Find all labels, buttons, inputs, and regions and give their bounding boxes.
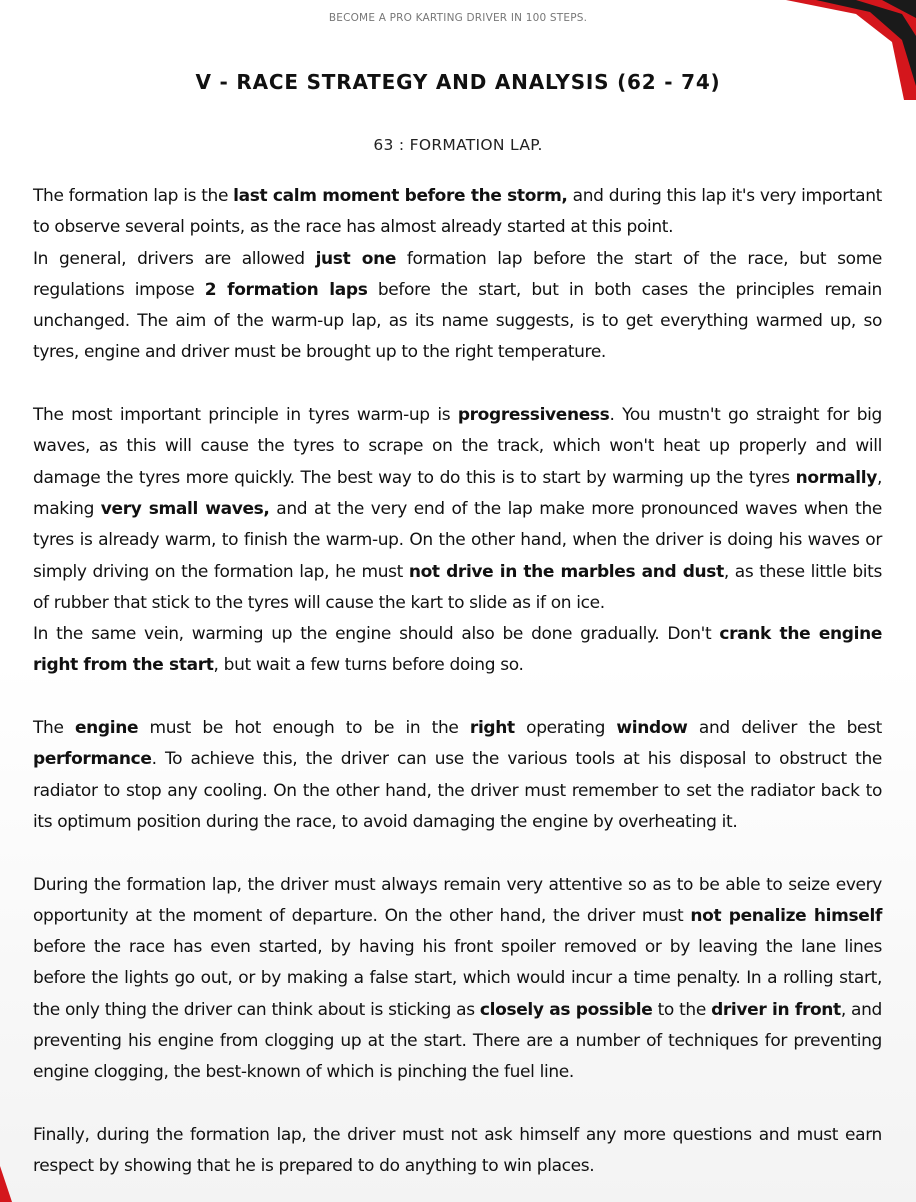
- corner-stripe-bottom-decoration: [0, 1166, 14, 1202]
- text-run: In the same vein, warming up the engine should also be done gradually. Don't: [33, 624, 720, 645]
- bold-text: not drive in the marbles and dust: [408, 561, 724, 582]
- bold-text: very small waves,: [100, 498, 270, 519]
- paragraph: [33, 870, 882, 1089]
- text-run: to the: [652, 999, 712, 1020]
- text-run: The: [33, 718, 75, 739]
- text-run: , making: [33, 467, 882, 519]
- text-run: and at the very end of the lap make more pronounced waves when the tyres is already warm, to finish the warm-up. On the other hand, when the driver is doing his waves or simply driving on the formation lap, he must: [33, 498, 882, 582]
- text-run: formation lap before the start of the race, but some regulations impose: [33, 248, 883, 300]
- chapter-title: V - RACE STRATEGY AND ANALYSIS (62 - 74): [195, 70, 721, 94]
- bold-text: engine: [74, 718, 139, 739]
- paragraph: [33, 1120, 882, 1183]
- text-run: and deliver the best: [687, 718, 882, 739]
- paragraph: [33, 400, 882, 619]
- text-run: , and preventing his engine from clogging up at the start. There are a number of techniques for preventing engine clogging, the best-known of which is pinching the fuel line.: [33, 999, 882, 1083]
- bold-text: driver in front: [711, 999, 841, 1020]
- text-run: . You mustn't go straight for big waves, as this will cause the tyres to scrape on the track, which won't heat up properly and will damage the tyres more quickly. The best way to do this is to start by warming up the tyres: [33, 405, 882, 488]
- text-run: must be hot enough to be in the: [138, 718, 470, 739]
- bold-text: last calm moment before the storm,: [233, 186, 568, 206]
- text-run: . To achieve this, the driver can use the various tools at his disposal to obstruct the radiator to stop any cooling. On the other hand, the driver must remember to set the radiator back to its optimum position during the race, to avoid damaging the engine by overheating it.: [33, 749, 882, 832]
- text-run: During the formation lap, the driver must always remain very attentive so as to be able to seize every opportunity at the moment of departure. On the other hand, the driver must: [33, 874, 882, 926]
- paragraph: [33, 619, 882, 682]
- bold-text: normally: [795, 467, 877, 488]
- bold-text: just one: [315, 248, 397, 269]
- text-run: , as these little bits of rubber that stick to the tyres will cause the kart to slide as if on ice.: [33, 561, 882, 613]
- bold-text: crank the engine right from the start: [33, 624, 882, 676]
- bold-text: window: [616, 718, 688, 739]
- body-text: [33, 181, 882, 1183]
- bold-text: performance: [33, 749, 152, 770]
- text-run: Finally, during the formation lap, the driver must not ask himself any more questions and must earn respect by showing that he is prepared to do anything to win places.: [33, 1124, 882, 1177]
- text-run: operating: [514, 718, 617, 739]
- bold-text: 2 formation laps: [204, 279, 368, 300]
- paragraph: [33, 244, 882, 369]
- text-run: The formation lap is the: [33, 186, 234, 206]
- text-run: before the start, but in both cases the principles remain unchanged. The aim of the warm-up lap, as its name suggests, is to get everything warmed up, so tyres, engine and driver must be brought up to the right temperature.: [33, 279, 882, 363]
- bold-text: not penalize himself: [690, 905, 882, 926]
- text-run: and during this lap it's very important to observe several points, as the race has almost already started at this point.: [33, 186, 882, 238]
- paragraph: [33, 181, 882, 244]
- text-run: The most important principle in tyres warm-up is: [33, 405, 458, 426]
- section-title: 63 : FORMATION LAP.: [373, 136, 543, 154]
- paragraph: [33, 713, 882, 838]
- text-run: In general, drivers are allowed: [33, 248, 316, 269]
- text-run: before the race has even started, by having his front spoiler removed or by leaving the lane lines before the lights go out, or by making a false start, which would incur a time penalty. In a rolling start, the only thing the driver can think about is sticking as: [33, 937, 882, 1020]
- bold-text: closely as possible: [479, 999, 653, 1020]
- text-run: , but wait a few turns before doing so.: [213, 655, 524, 676]
- running-header: BECOME A PRO KARTING DRIVER IN 100 STEPS.: [328, 12, 588, 24]
- bold-text: right: [469, 718, 515, 739]
- bold-text: progressiveness: [457, 405, 610, 426]
